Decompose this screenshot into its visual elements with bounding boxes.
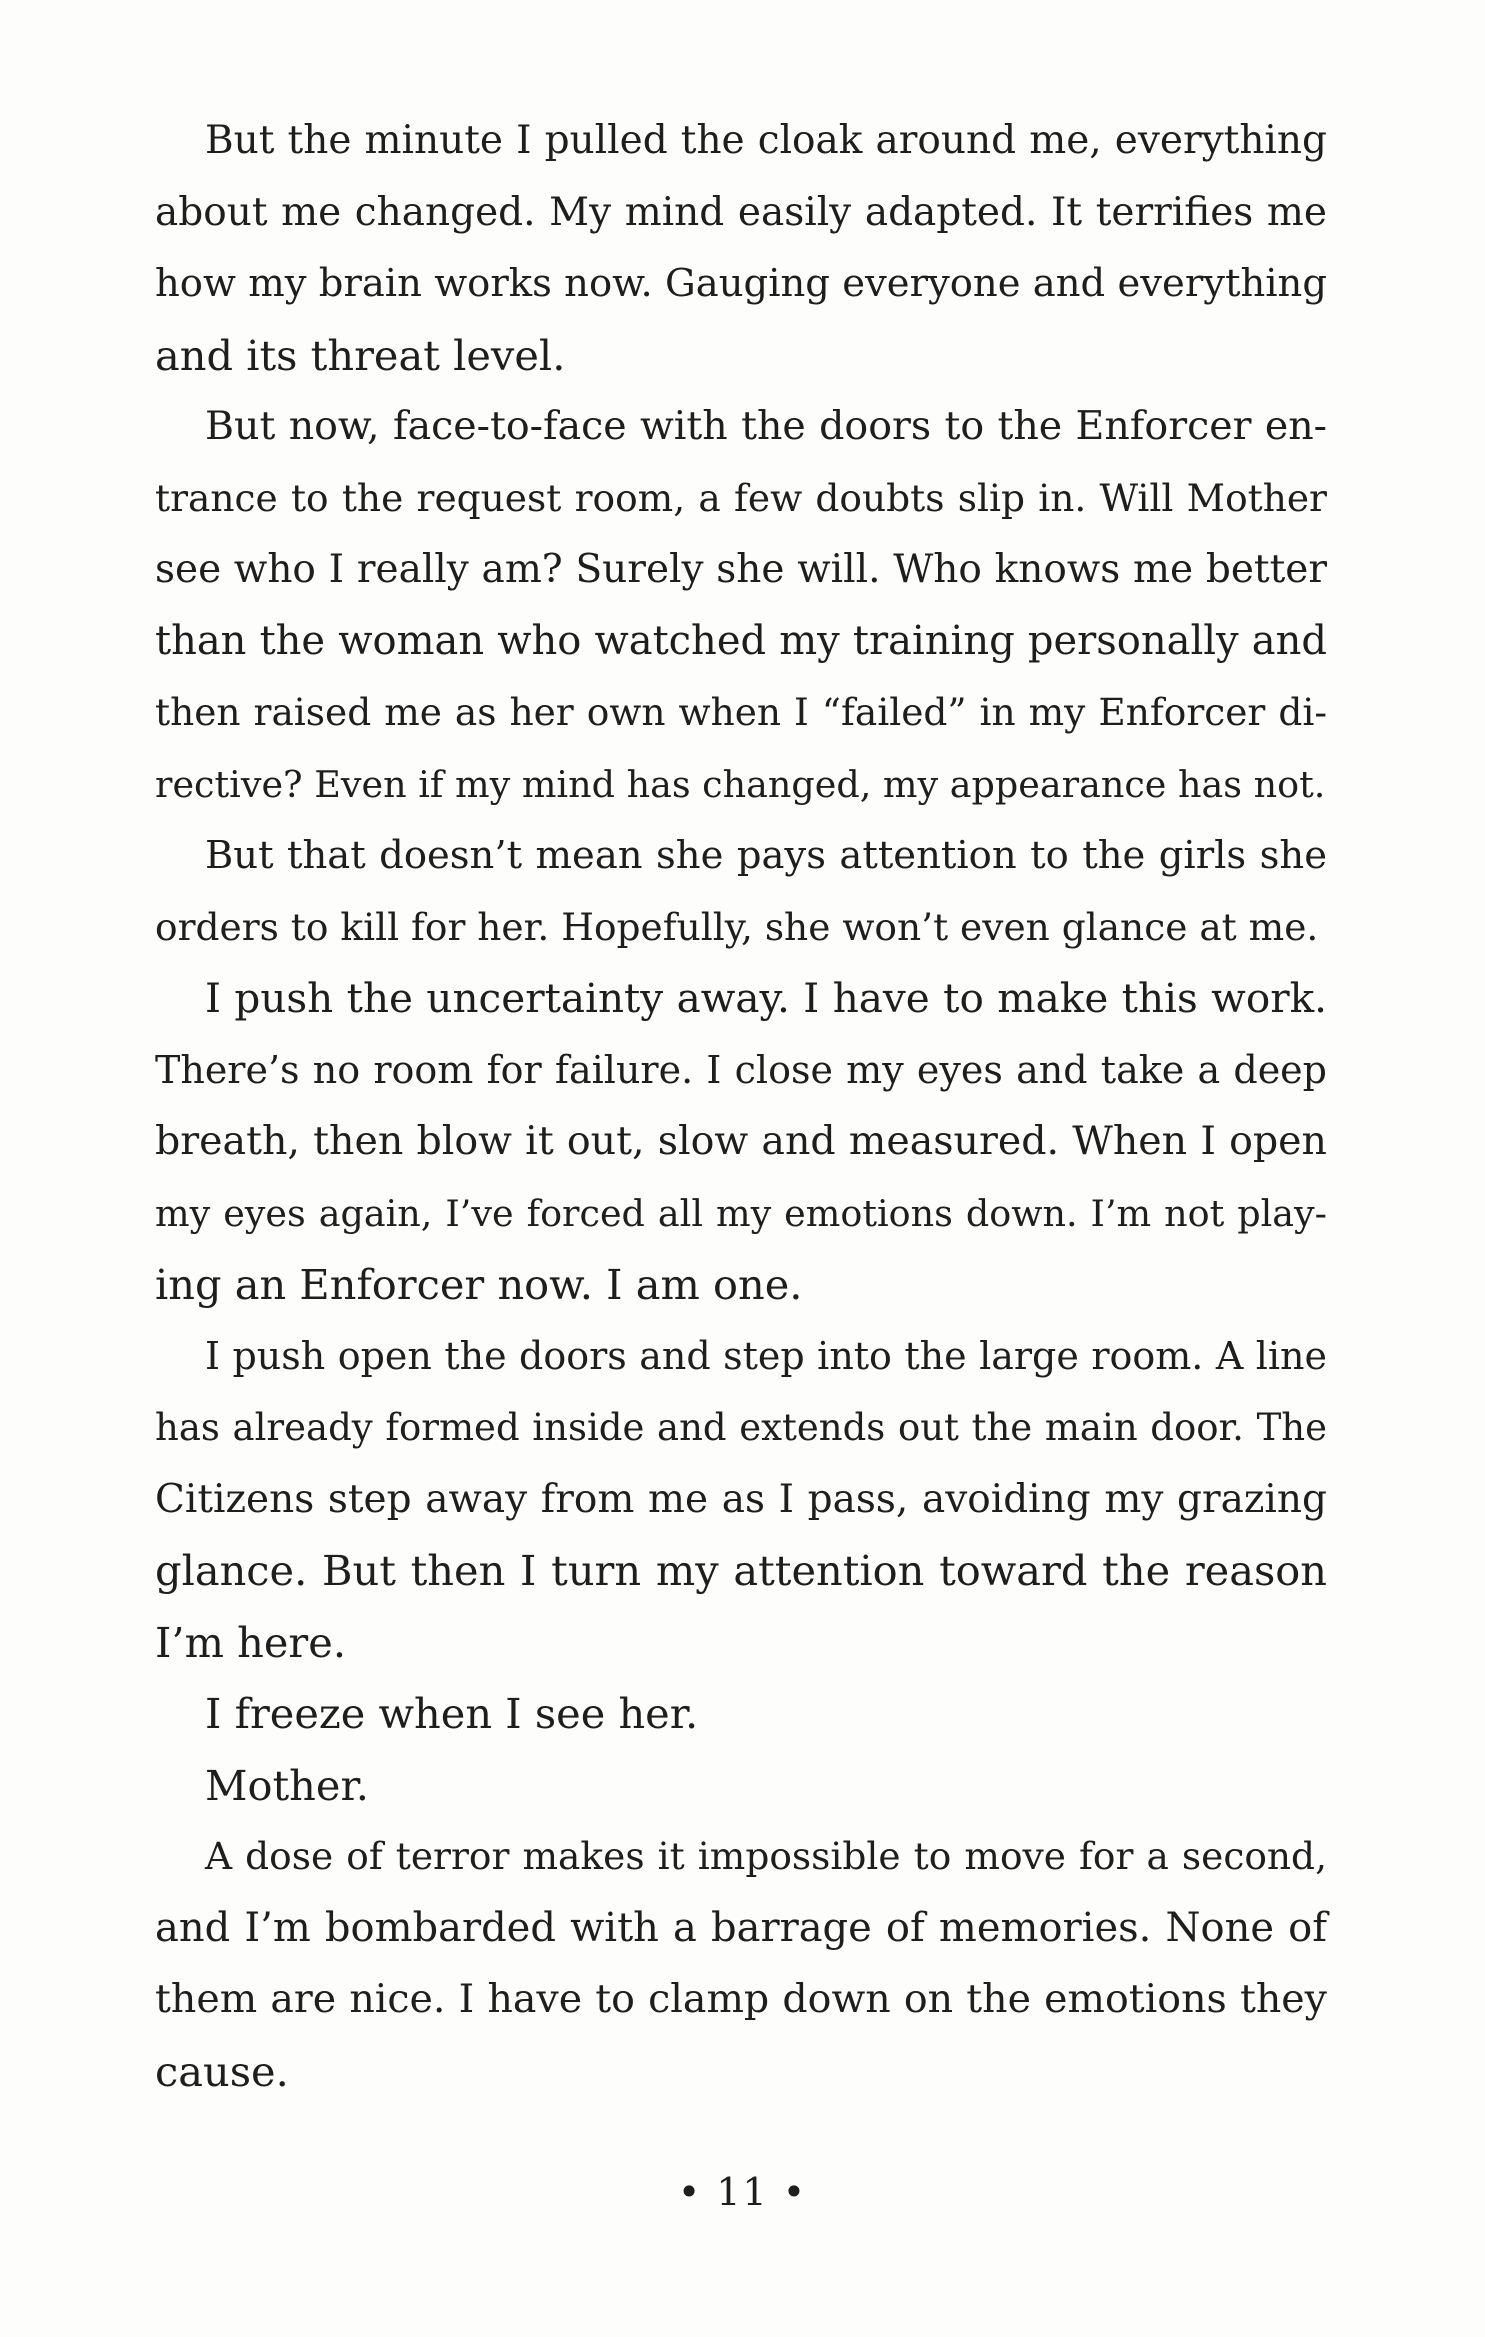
text-line: has already formed inside and extends out the main door. The <box>155 1406 1327 1449</box>
text-line: A dose of terror makes it impossible to move for a second, <box>205 1834 1327 1878</box>
text-line: I push open the doors and step into the large room. A line <box>205 1333 1327 1378</box>
text-line: I freeze when I see her. <box>205 1689 699 1738</box>
text-line: Citizens step away from me as I pass, avoiding my grazing <box>155 1476 1327 1522</box>
text-line: my eyes again, I’ve forced all my emotions down. I’m not play- <box>155 1191 1327 1235</box>
text-line: breath, then blow it out, slow and measured. When I open <box>155 1118 1327 1164</box>
text-line: Mother. <box>205 1760 369 1810</box>
text-line: than the woman who watched my training personally and <box>155 617 1327 664</box>
text-line: rective? Even if my mind has changed, my appearance has not. <box>155 762 1326 806</box>
text-line: and its threat level. <box>155 330 566 380</box>
body-text <box>155 105 1327 2107</box>
text-line: There’s no room for failure. I close my eyes and take a deep <box>155 1047 1327 1092</box>
text-line: about me changed. My mind easily adapted. It terrifies me <box>155 189 1327 235</box>
text-line: and I’m bombarded with a barrage of memories. None of <box>155 1904 1327 1951</box>
text-line: glance. But then I turn my attention toward the reason <box>155 1546 1327 1595</box>
text-line: But the minute I pulled the cloak around me, everything <box>205 118 1327 163</box>
text-line: how my brain works now. Gauging everyone and everything <box>155 261 1327 306</box>
text-line: cause. <box>155 2046 289 2096</box>
text-line: But that doesn’t mean she pays attention to the girls she <box>205 833 1327 878</box>
text-line: trance to the request room, a few doubts slip in. Will Mother <box>155 475 1327 520</box>
text-line: see who I really am? Surely she will. Who knows me better <box>155 547 1327 592</box>
text-line: them are nice. I have to clamp down on the emotions they <box>155 1976 1327 2022</box>
text-line: But now, face-to-face with the doors to the Enforcer en- <box>205 403 1327 449</box>
text-line: I push the uncertainty away. I have to make this work. <box>205 974 1327 1022</box>
page-number: • 11 • <box>677 2170 808 2214</box>
text-line: then raised me as her own when I “failed” in my Enforcer di- <box>155 690 1327 734</box>
text-line: I’m here. <box>155 1617 347 1667</box>
text-line: orders to kill for her. Hopefully, she won’t even glance at me. <box>155 904 1319 949</box>
text-line: ing an Enforcer now. I am one. <box>155 1260 803 1309</box>
